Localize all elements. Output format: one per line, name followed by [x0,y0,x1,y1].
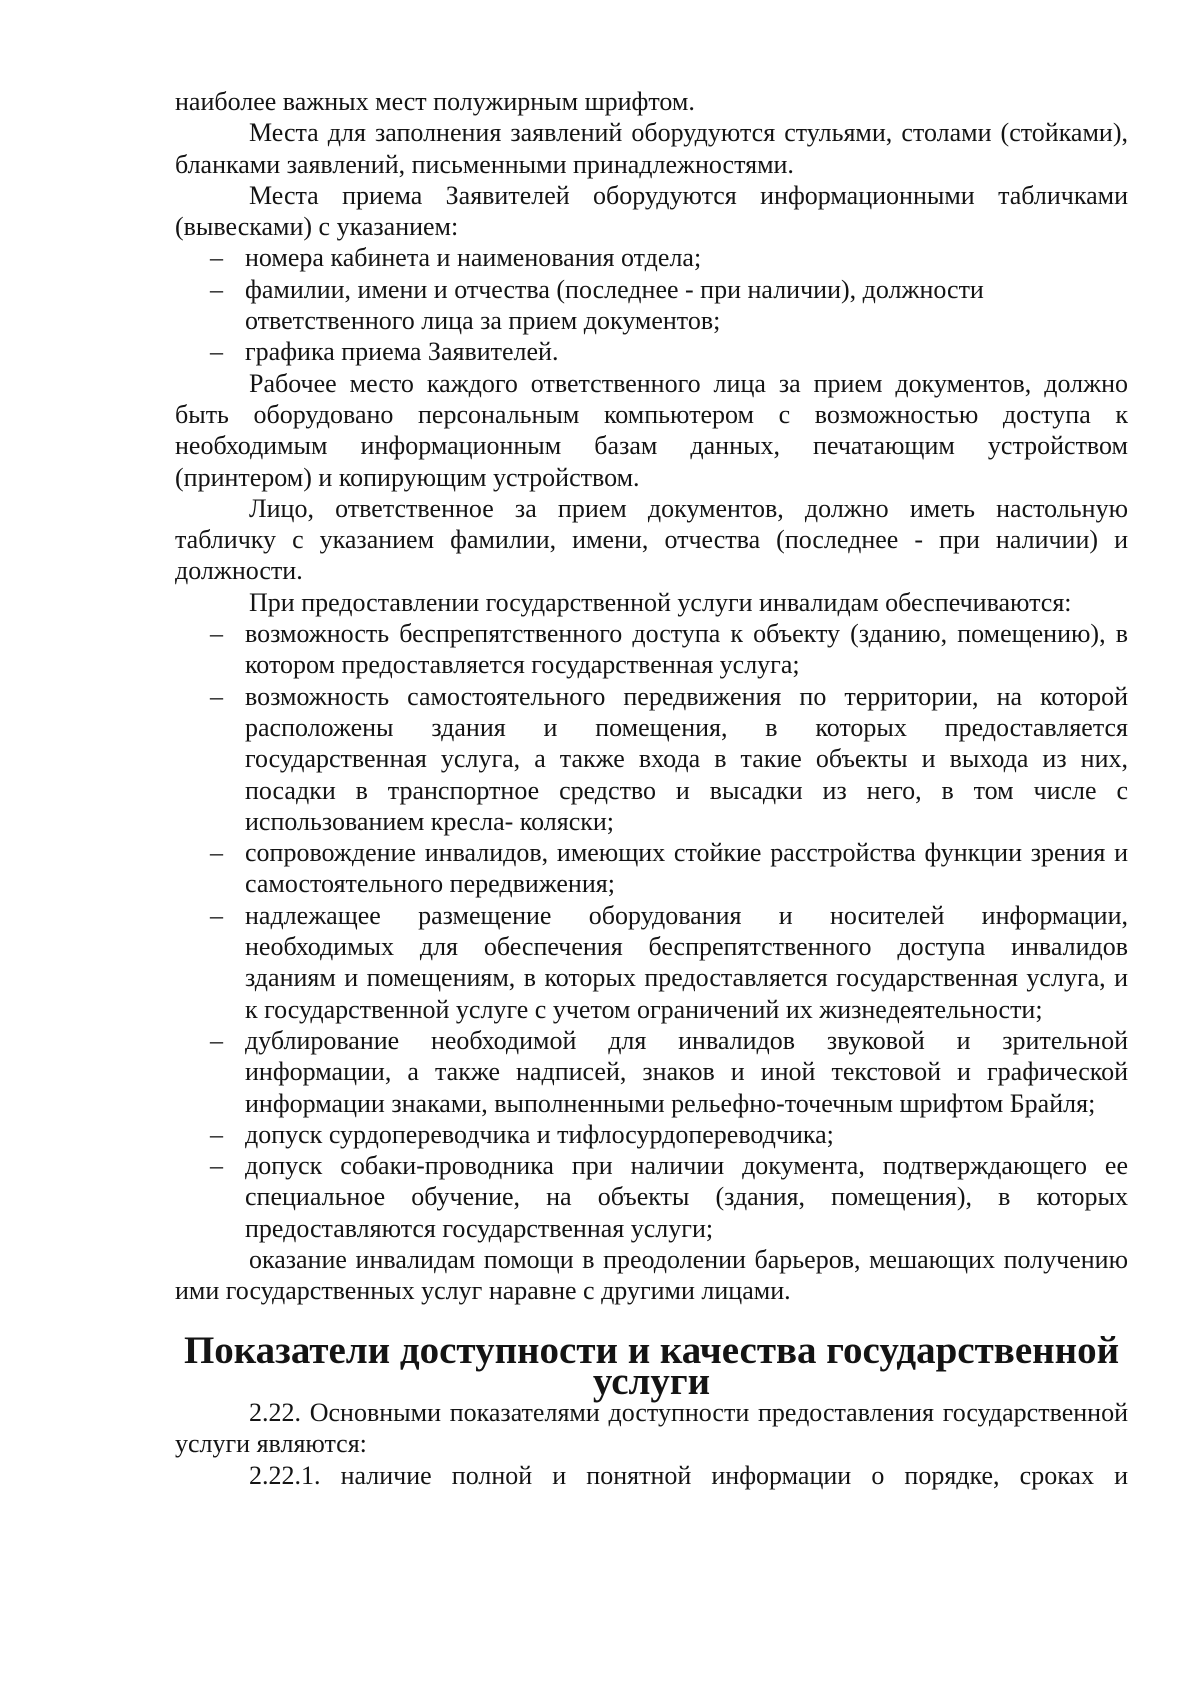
list-item: – графика приема Заявителей. [210,337,559,367]
paragraph-disabled-provision: При предоставлении государственной услуги инвалидам обеспечиваются: [249,587,1072,617]
reception-signage-list [175,242,1128,367]
dash-bullet: – [210,243,223,273]
paragraph-barrier-assistance: оказание инвалидам помощи в преодолении барьеров, мешающих получению ими государственных услуг наравне с другими лицами. [175,1244,1128,1306]
paragraph-reception-places: Места приема Заявителей оборудуются информационными табличками (вывесками) с указанием: [175,180,1128,242]
dash-bullet: – [210,681,223,711]
paragraph-responsible-person: Лицо, ответственное за прием документов, должно иметь настольную табличку с указанием фамилии, имени, отчества (последнее - при наличии) и должности. [175,493,1128,586]
paragraph-workplace: Рабочее место каждого ответственного лица за прием документов, должно быть оборудовано персональным компьютером с возможностью доступа к необходимым информационным базам данных, печатающим устройством (принтером) и копирующим устройством. [175,368,1128,492]
paragraph-continuation: наиболее важных мест полужирным шрифтом. [175,87,695,116]
list-item: – надлежащее размещение оборудования и носителей информации, необходимых для обеспечения беспрепятственного доступа инвалидов зданиям и помещениям, в которых предоставляется государственная услуга, и к государственной услуге с учетом ограничений их жизнедеятельности; [210,900,1128,1024]
dash-bullet: – [210,1025,223,1055]
list-item: – дублирование необходимой для инвалидов звуковой и зрительной информации, а также надписей, знаков и иной текстовой и графической информации знаками, выполненными рельефно-точечным шрифтом Брайля; [210,1025,1128,1118]
paragraph-2-22: 2.22. Основными показателями доступности предоставления государственной услуги являются: [175,1398,1128,1459]
list-item: – возможность беспрепятственного доступа к объекту (зданию, помещению), в котором предоставляется государственная услуга; [210,619,1128,680]
list-item: – сопровождение инвалидов, имеющих стойкие расстройства функции зрения и самостоятельного передвижения; [210,838,1128,899]
paragraph-application-places: Места для заполнения заявлений оборудуются стульями, столами (стойками), бланками заявлений, письменными принадлежностями. [175,118,1128,179]
document-page [175,86,1128,1491]
dash-bullet: – [210,274,223,304]
list-item: – фамилии, имени и отчества (последнее - при наличии), должности ответственного лица за прием документов; [210,274,984,336]
list-item: – допуск сурдопереводчика и тифлосурдопереводчика; [210,1119,834,1149]
list-item: – номера кабинета и наименования отдела; [210,243,702,273]
dash-bullet: – [210,1151,223,1181]
dash-bullet: – [210,337,223,367]
dash-bullet: – [210,619,223,649]
dash-bullet: – [210,1119,223,1149]
accessibility-list [175,618,1128,1244]
paragraph-2-22-1: 2.22.1. наличие полной и понятной информации о порядке, сроках и [249,1460,1128,1490]
dash-bullet: – [210,900,223,930]
section-heading: Показатели доступности и качества государственной услуги [183,1328,1120,1403]
list-item: – возможность самостоятельного передвижения по территории, на которой расположены здания и помещения, в которых предоставляется государственная услуга, а также входа в такие объекты и выхода из них, посадки в транспортное средство и высадки из него, в том числе с использованием кресла- коляски; [210,681,1128,836]
list-item: – допуск собаки-проводника при наличии документа, подтверждающего ее специальное обучение, на объекты (здания, помещения), в которых предоставляются государственная услуги; [210,1151,1128,1243]
dash-bullet: – [210,838,223,868]
